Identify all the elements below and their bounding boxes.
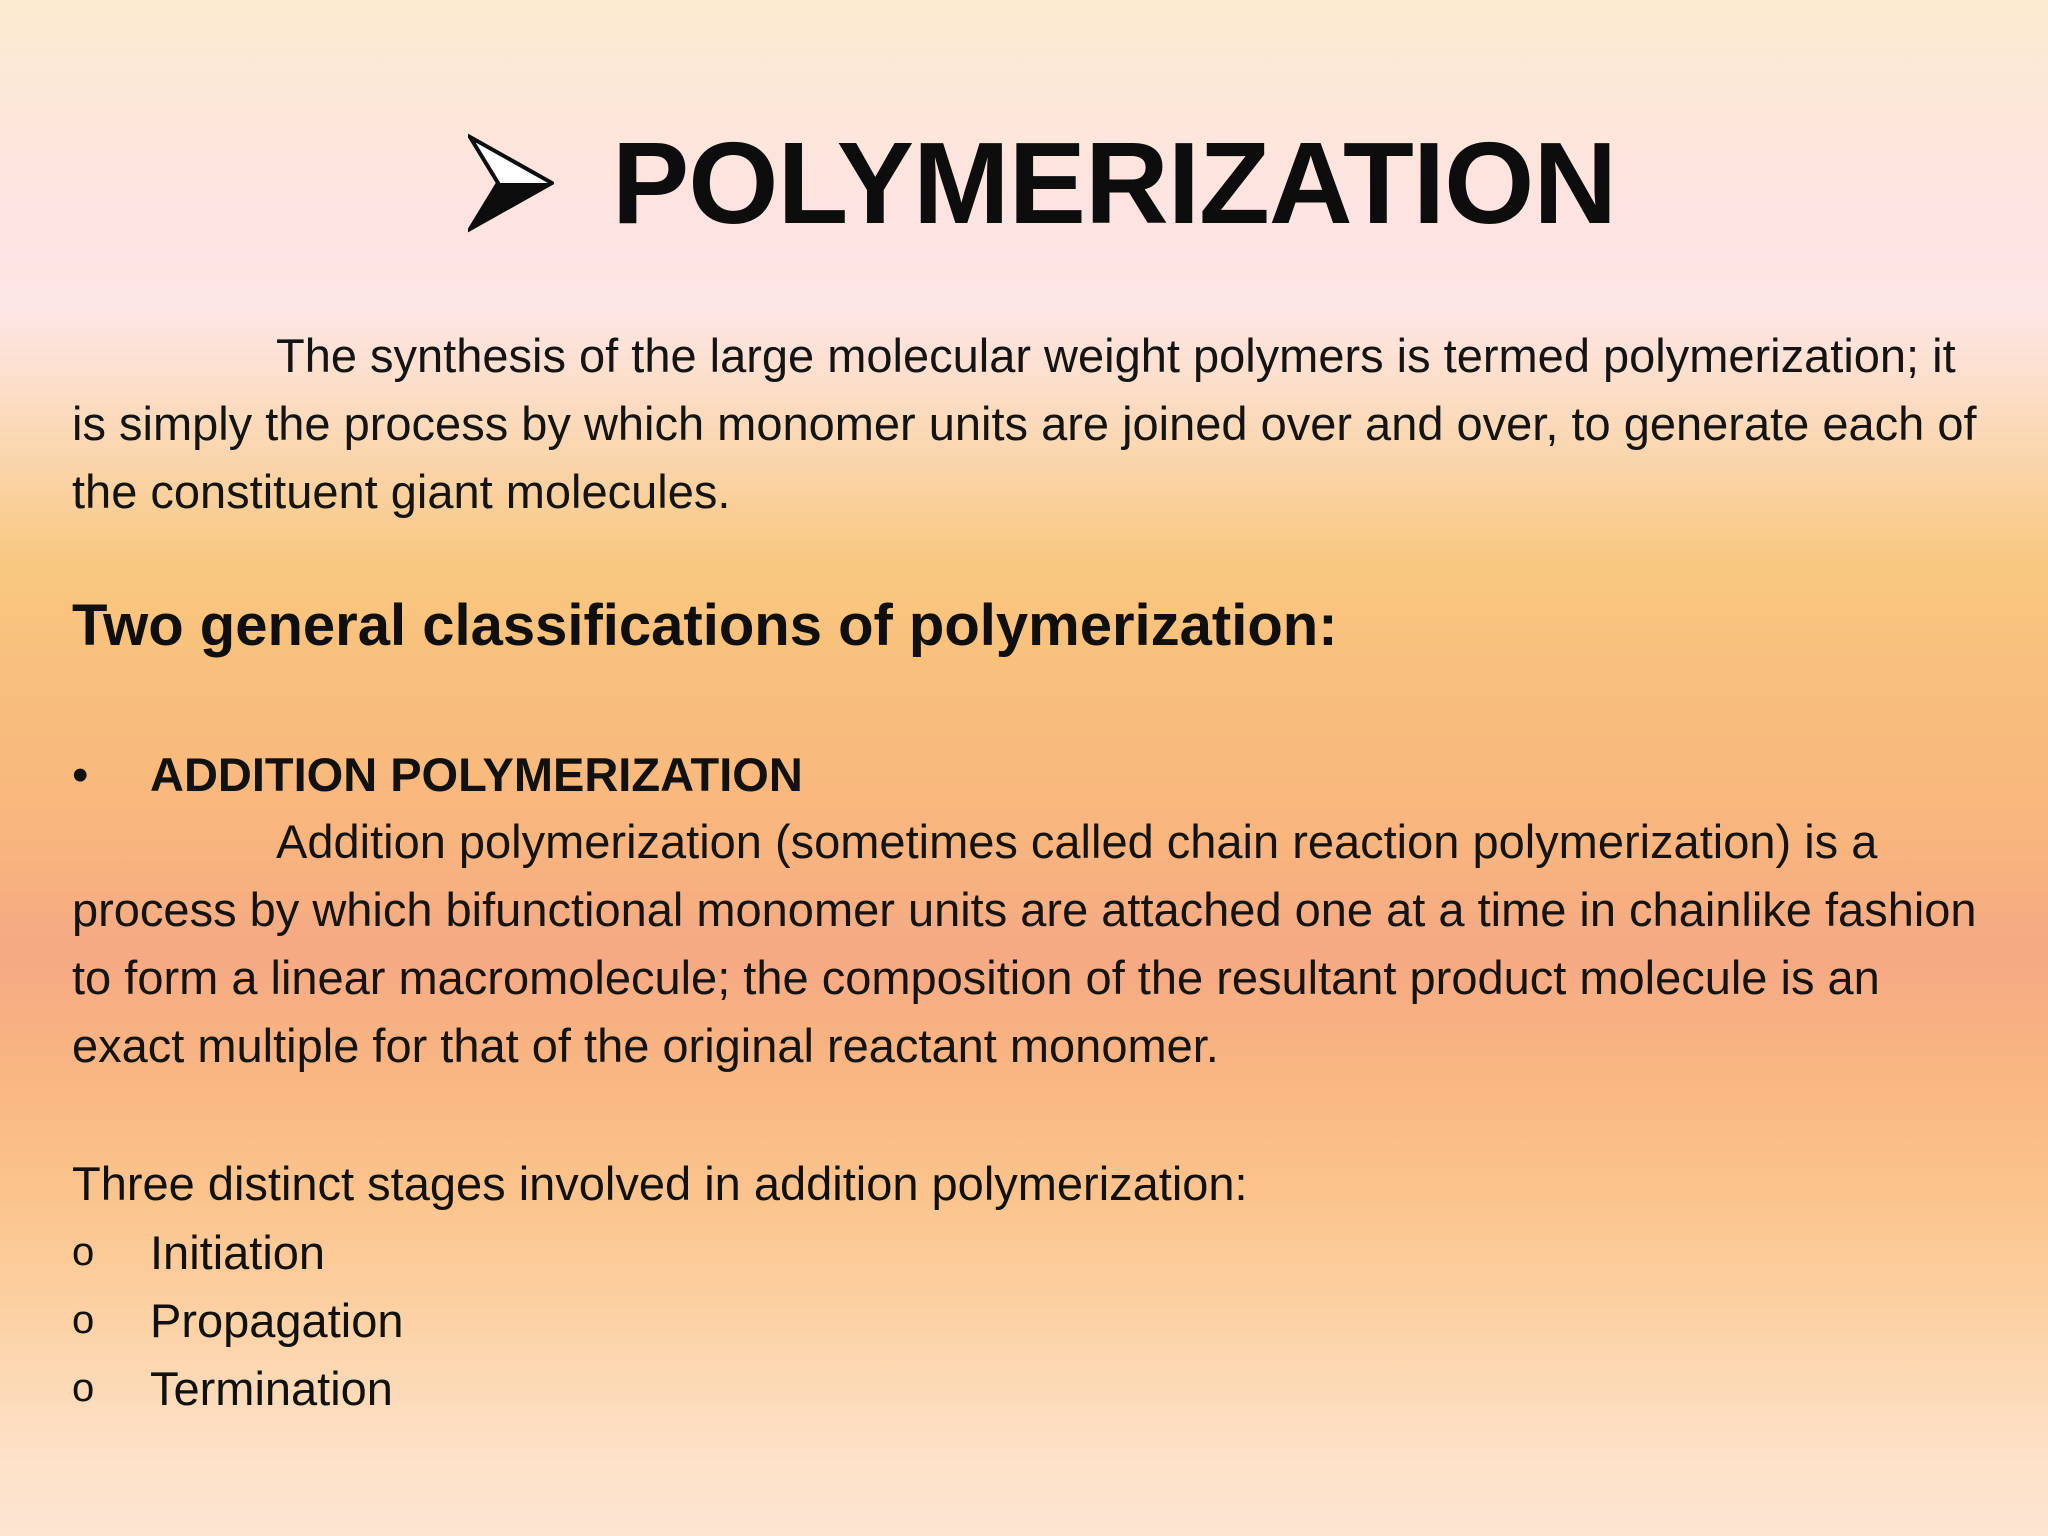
section-bullet-item xyxy=(72,740,803,808)
addition-description xyxy=(72,808,2002,1080)
bullet-marker: • xyxy=(72,747,89,801)
title-row xyxy=(0,118,2048,248)
stage-list xyxy=(72,1218,403,1422)
page-title: POLYMERIZATION xyxy=(611,118,1617,248)
stage-label: Initiation xyxy=(150,1225,326,1279)
intro-text: The synthesis of the large molecular weight polymers is termed polymerization; it is simply the process by which monomer units are joined over and over, to generate each of the constituent giant molecules. xyxy=(72,329,1977,518)
arrowhead-icon xyxy=(468,133,554,233)
circle-bullet-icon: o xyxy=(72,1365,95,1410)
list-item xyxy=(72,1286,403,1354)
circle-bullet-icon: o xyxy=(72,1297,95,1342)
stages-intro: Three distinct stages involved in addition polymerization: xyxy=(72,1157,1248,1210)
stage-label: Termination xyxy=(150,1361,393,1415)
section-heading: ADDITION POLYMERIZATION xyxy=(150,747,803,801)
list-item xyxy=(72,1218,403,1286)
circle-bullet-icon: o xyxy=(72,1229,95,1274)
stage-label: Propagation xyxy=(150,1293,404,1347)
intro-paragraph xyxy=(72,322,1992,526)
addition-text: Addition polymerization (sometimes called chain reaction polymerization) is a process by which bifunctional monomer units are attached one at a time in chainlike fashion to form a linear macromolecule; the composition of the resultant product molecule is an exact multiple for that of the original reactant monomer. xyxy=(72,815,1977,1072)
list-item xyxy=(72,1354,403,1422)
classification-heading: Two general classifications of polymerization: xyxy=(72,593,1338,658)
